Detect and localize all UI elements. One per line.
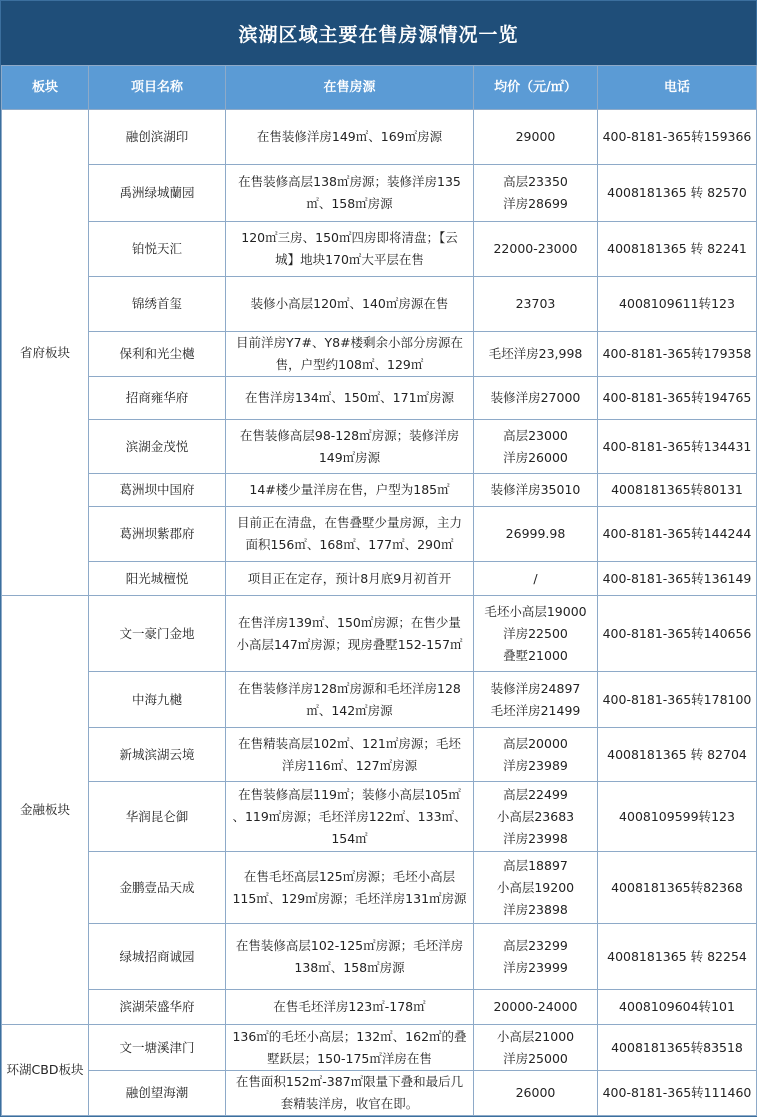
table-row [2,1071,757,1116]
supply-line: 装修小高层120㎡、140㎡房源在售 [250,296,449,311]
price-line: 装修洋房35010 [490,482,581,497]
price-line: 小高层19200 [496,879,575,895]
price-cell [474,596,598,672]
table-row [2,165,757,222]
supply-line: 面积156㎡、168㎡、177㎡、290㎡ [245,537,454,552]
project-name: 金鹏壹品天成 [89,852,226,924]
price-cell [474,990,598,1025]
phone-cell: 400-8181-365转179358 [598,332,757,377]
supply-cell [226,924,474,990]
price-cell [474,924,598,990]
price-cell [474,474,598,507]
price-line: 装修洋房24897 [490,680,581,696]
supply-line: 在售装修洋房128㎡房源和毛坯洋房128 [238,680,461,696]
phone-cell: 4008181365 转 82570 [598,165,757,222]
table-row [2,332,757,377]
phone-cell: 400-8181-365转136149 [598,562,757,596]
supply-cell [226,562,474,596]
price-line: 20000-24000 [493,999,578,1014]
price-line: 高层18897 [503,857,568,873]
price-cell [474,782,598,852]
price-cell [474,728,598,782]
header-supply: 在售房源 [226,66,474,110]
table-row [2,990,757,1025]
price-cell [474,672,598,728]
supply-cell [226,110,474,165]
supply-cell [226,165,474,222]
supply-line: ㎡、142㎡房源 [306,702,393,718]
supply-line: 目前正在清盘，在售叠墅少量房源，主力 [236,515,462,530]
listing-table [1,65,757,1116]
supply-line: 138㎡、158㎡房源 [294,959,405,975]
supply-line: 在售毛坯洋房123㎡-178㎡ [273,999,426,1014]
project-name: 新城滨湖云境 [89,728,226,782]
supply-line: 在售毛坯高层125㎡房源；毛坯小高层 [243,868,456,884]
phone-cell: 400-8181-365转111460 [598,1071,757,1116]
table-row [2,222,757,277]
supply-cell [226,277,474,332]
price-line: 高层20000 [503,735,568,751]
phone-cell: 400-8181-365转144244 [598,507,757,562]
project-name: 融创滨湖印 [89,110,226,165]
project-name: 葛洲坝中国府 [89,474,226,507]
phone-cell: 4008181365 转 82704 [598,728,757,782]
price-line: 高层23350 [503,174,568,189]
supply-cell [226,782,474,852]
supply-cell [226,672,474,728]
price-line: 高层22499 [503,786,568,802]
supply-line: 在售装修高层138㎡房源；装修洋房135 [238,174,461,189]
table-row [2,377,757,420]
table-row [2,277,757,332]
project-name: 文一塘溪津门 [89,1025,226,1071]
project-name: 文一豪门金地 [89,596,226,672]
price-line: 高层23299 [503,937,568,953]
price-cell [474,562,598,596]
price-line: 洋房22500 [503,625,568,641]
supply-line: 在售面积152㎡-387㎡限量下叠和最后几 [235,1074,464,1089]
project-name: 滨湖荣盛华府 [89,990,226,1025]
supply-line: 目前洋房Y7#、Y8#楼剩余小部分房源在 [235,335,464,350]
supply-line: ㎡、158㎡房源 [306,196,393,211]
table-row [2,1025,757,1071]
supply-line: 、119㎡房源；毛坯洋房122㎡、133㎡、 [232,808,467,824]
price-line: 洋房26000 [503,449,568,465]
supply-cell [226,1071,474,1116]
phone-cell: 400-8181-365转134431 [598,420,757,474]
price-line: 23703 [515,296,556,311]
supply-line: 在售装修高层119㎡；装修小高层105㎡ [238,786,461,802]
supply-line: 在售装修洋房149㎡、169㎡房源 [256,129,443,144]
price-cell [474,332,598,377]
phone-cell: 4008181365转80131 [598,474,757,507]
supply-cell [226,474,474,507]
price-line: 小高层23683 [496,808,575,824]
supply-cell [226,1025,474,1071]
phone-cell: 400-8181-365转194765 [598,377,757,420]
supply-line: 售，户型约108㎡、129㎡ [275,357,424,372]
supply-line: 洋房116㎡、127㎡房源 [281,757,418,773]
project-name: 绿城招商诚园 [89,924,226,990]
price-line: 毛坯小高层19000 [484,603,587,619]
supply-line: 在售装修高层102-125㎡房源；毛坯洋房 [235,937,464,953]
project-name: 禹洲绿城蘭园 [89,165,226,222]
project-name: 中海九樾 [89,672,226,728]
supply-cell [226,596,474,672]
price-line: 29000 [515,129,556,144]
table-row [2,728,757,782]
price-cell [474,377,598,420]
price-line: 洋房23989 [503,757,568,773]
table-row [2,474,757,507]
table-row [2,782,757,852]
phone-cell: 4008109604转101 [598,990,757,1025]
phone-cell: 400-8181-365转159366 [598,110,757,165]
supply-cell [226,852,474,924]
supply-line: 在售精装高层102㎡、121㎡房源；毛坯 [238,735,461,751]
header-project: 项目名称 [89,66,226,110]
price-cell [474,507,598,562]
price-cell [474,420,598,474]
table-row [2,507,757,562]
price-cell [474,110,598,165]
price-cell [474,165,598,222]
price-line: 高层23000 [503,427,568,443]
project-name: 融创望海潮 [89,1071,226,1116]
supply-cell [226,377,474,420]
phone-cell: 4008109599转123 [598,782,757,852]
project-name: 滨湖金茂悦 [89,420,226,474]
price-line: 叠墅21000 [503,647,568,663]
supply-cell [226,222,474,277]
project-name: 保利和光尘樾 [89,332,226,377]
phone-cell: 4008181365 转 82241 [598,222,757,277]
price-line: 22000-23000 [493,241,578,256]
phone-cell: 4008181365 转 82254 [598,924,757,990]
price-line: 洋房25000 [503,1050,568,1066]
price-line: 小高层21000 [496,1028,575,1044]
supply-line: 115㎡、129㎡房源；毛坯洋房131㎡房源 [232,890,467,906]
price-line: 26000 [515,1085,556,1100]
header-sector: 板块 [2,66,89,110]
phone-cell: 4008181365转83518 [598,1025,757,1071]
table-row [2,672,757,728]
supply-line: 项目正在定存，预计8月底9月初首开 [247,570,452,586]
supply-cell [226,332,474,377]
supply-line: 套精装洋房，收官在即。 [280,1096,419,1111]
table-row [2,596,757,672]
supply-line: 149㎡房源 [318,449,381,465]
supply-line: 城】地块170㎡大平层在售 [275,252,424,267]
header-row [2,66,757,110]
supply-cell [226,507,474,562]
phone-cell: 400-8181-365转178100 [598,672,757,728]
table-body [2,110,757,1116]
sector-cell: 金融板块 [2,596,89,1025]
sector-cell: 环湖CBD板块 [2,1025,89,1116]
phone-cell: 4008109611转123 [598,277,757,332]
sector-cell: 省府板块 [2,110,89,596]
price-line: 洋房23998 [503,830,568,846]
price-line: 26999.98 [505,526,566,541]
supply-line: 120㎡三房、150㎡四房即将清盘；【云 [241,230,458,245]
supply-cell [226,728,474,782]
price-line: 洋房23898 [503,901,568,917]
supply-line: 在售装修高层98-128㎡房源；装修洋房 [239,427,460,443]
table-row [2,852,757,924]
table-row [2,924,757,990]
supply-line: 在售洋房139㎡、150㎡房源；在售少量 [238,614,461,630]
table-row [2,562,757,596]
phone-cell: 400-8181-365转140656 [598,596,757,672]
project-name: 铂悦天汇 [89,222,226,277]
project-name: 华润昆仑御 [89,782,226,852]
price-line: 毛坯洋房21499 [490,702,581,718]
price-cell [474,277,598,332]
price-line: 装修洋房27000 [490,390,581,405]
project-name: 招商雍华府 [89,377,226,420]
table-row [2,110,757,165]
price-line: 洋房28699 [503,196,568,211]
project-name: 锦绣首玺 [89,277,226,332]
header-price: 均价（元/㎡） [474,66,598,110]
price-cell [474,1071,598,1116]
price-cell [474,1025,598,1071]
supply-line: 小高层147㎡房源；现房叠墅152-157㎡ [236,636,463,652]
header-phone: 电话 [598,66,757,110]
price-cell [474,222,598,277]
supply-line: 154㎡ [331,830,368,846]
supply-line: 14#楼少量洋房在售，户型为185㎡ [249,482,450,497]
price-cell [474,852,598,924]
supply-cell [226,990,474,1025]
table-row [2,420,757,474]
supply-line: 136㎡的毛坯小高层；132㎡、162㎡的叠 [232,1028,467,1044]
price-line: / [533,570,538,586]
project-name: 葛洲坝紫郡府 [89,507,226,562]
supply-cell [226,420,474,474]
page-title: 滨湖区域主要在售房源情况一览 [1,1,756,65]
price-line: 洋房23999 [503,959,568,975]
price-line: 毛坯洋房23,998 [488,346,583,361]
project-name: 阳光城檀悦 [89,562,226,596]
supply-line: 在售洋房134㎡、150㎡、171㎡房源 [244,390,455,405]
phone-cell: 4008181365转82368 [598,852,757,924]
supply-line: 墅跃层；150-175㎡洋房在售 [267,1050,432,1066]
